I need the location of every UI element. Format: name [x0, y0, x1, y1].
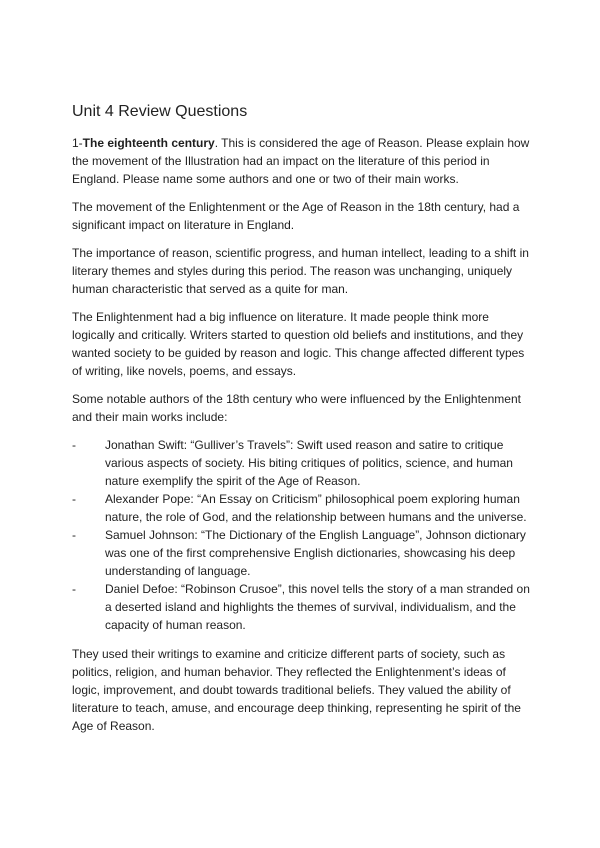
list-bullet: -	[72, 528, 76, 542]
question-paragraph	[72, 134, 532, 188]
document-title: Unit 4 Review Questions	[72, 103, 248, 120]
answer-paragraph-2: The importance of reason, scientific progress, and human intellect, leading to a shift in literary themes and styles during this period. The reason was unchanging, uniquely human characteristic that served as a quite for man.	[72, 246, 529, 296]
list-item	[72, 580, 532, 634]
answer-paragraph-3: The Enlightenment had a big influence on literature. It made people think more logically and critically. Writers started to question old beliefs and institutions, and they wanted society to be guided by reason and logic. This change affected different types of writing, like novels, poems, and essays.	[72, 310, 525, 378]
document-body	[72, 102, 532, 745]
question-number: 1-	[72, 136, 83, 150]
question-heading: The eighteenth century	[82, 136, 215, 150]
list-item-text: Daniel Defoe: “Robinson Crusoe”, this novel tells the story of a man stranded on a deserted island and highlights the themes of survival, individualism, and the capacity of human reason.	[105, 582, 530, 632]
conclusion-paragraph: They used their writings to examine and criticize different parts of society, such as politics, religion, and human behavior. They reflected the Enlightenment’s ideas of logic, improvement, and doubt towards traditional beliefs. They valued the ability of literature to teach, amuse, and encourage deep thinking, representing he spirit of the Age of Reason.	[72, 647, 521, 733]
list-bullet: -	[72, 582, 76, 596]
list-item-text: Samuel Johnson: “The Dictionary of the English Language”, Johnson dictionary was one of the first comprehensive English dictionaries, showcasing his deep understanding of language.	[105, 528, 526, 578]
answer-paragraph-1: The movement of the Enlightenment or the Age of Reason in the 18th century, had a significant impact on literature in England.	[72, 200, 520, 232]
list-bullet: -	[72, 438, 76, 452]
authors-list	[72, 436, 532, 634]
question-text: . This is considered the age of Reason. Please explain how the movement of the Illustration had an impact on the literature of this period in England. Please name some authors and one or two of their main works.	[72, 136, 530, 186]
answer-paragraph-4: Some notable authors of the 18th century who were influenced by the Enlightenment and their main works include:	[72, 392, 521, 424]
list-item	[72, 436, 532, 490]
list-item-text: Alexander Pope: “An Essay on Criticism” philosophical poem exploring human nature, the role of God, and the relationship between humans and the universe.	[105, 492, 527, 524]
list-item-text: Jonathan Swift: “Gulliver’s Travels”: Swift used reason and satire to critique various aspects of society. His biting critiques of politics, science, and human nature exemplify the spirit of the Age of Reason.	[105, 438, 513, 488]
list-bullet: -	[72, 492, 76, 506]
list-item	[72, 490, 532, 526]
list-item	[72, 526, 532, 580]
